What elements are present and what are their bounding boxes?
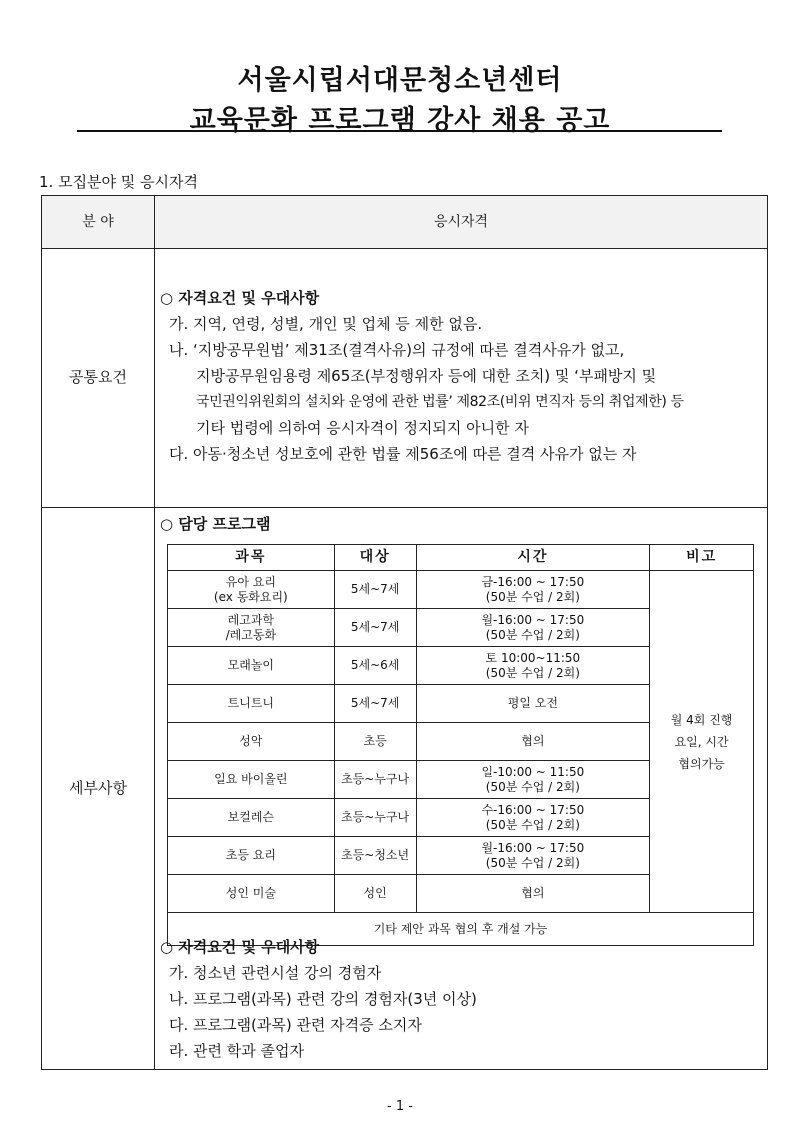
program-time-line: (50분 수업 / 2회) — [485, 589, 580, 604]
col-note: 비고 — [650, 545, 754, 571]
col-time: 시간 — [416, 545, 650, 571]
column-divider — [154, 196, 155, 1069]
details-qual-line: 나. 프로그램(과목) 관련 강의 경험자(3년 이상) — [169, 990, 477, 1008]
common-line: 지방공무원임용령 제65조(부정행위자 등에 대한 조치) 및 ‘부패방지 및 — [196, 367, 657, 385]
program-subject-line: (ex 동화요리) — [213, 589, 288, 604]
program-subject — [168, 761, 335, 799]
program-subject-line: 성악 — [239, 734, 263, 748]
program-note-line: 협의가능 — [678, 756, 725, 771]
program-subject — [168, 723, 335, 761]
row-label-details: 세부사항 — [69, 779, 127, 797]
program-target: 초등~누구나 — [334, 761, 416, 799]
program-time — [416, 723, 650, 761]
program-target: 초등~청소년 — [334, 837, 416, 875]
common-line: 가. 지역, 연령, 성별, 개인 및 업체 등 제한 없음. — [169, 315, 483, 333]
title-underline — [77, 130, 722, 132]
program-time-line: (50분 수업 / 2회) — [485, 665, 580, 680]
header-field: 분 야 — [42, 196, 154, 248]
program-time — [416, 647, 650, 685]
common-requirements — [160, 285, 684, 467]
program-time-line: 평일 오전 — [507, 696, 558, 710]
program-time-line: 토 10:00~11:50 — [485, 650, 581, 665]
recruitment-table — [41, 195, 768, 1070]
program-note — [650, 571, 754, 913]
title-line-1: 서울시립서대문청소년센터 — [237, 65, 563, 96]
program-subject — [168, 571, 335, 609]
program-subject-line: 보컬레슨 — [227, 810, 275, 824]
program-subject — [168, 647, 335, 685]
program-time — [416, 875, 650, 913]
program-target: 5세~7세 — [334, 571, 416, 609]
title-line-2: 교육문화 프로그램 강사 채용 공고 — [189, 105, 611, 136]
details-qualifications — [160, 934, 477, 1064]
col-subject: 과목 — [168, 545, 335, 571]
program-time-line: (50분 수업 / 2회) — [485, 627, 580, 642]
program-time-line: 협의 — [521, 734, 545, 748]
program-time-line: (50분 수업 / 2회) — [485, 779, 580, 794]
program-time — [416, 685, 650, 723]
program-time — [416, 837, 650, 875]
program-time — [416, 609, 650, 647]
program-time-line: (50분 수업 / 2회) — [485, 855, 580, 870]
program-target: 5세~7세 — [334, 685, 416, 723]
program-target: 5세~6세 — [334, 647, 416, 685]
program-subject-line: 유아 요리 — [225, 574, 276, 589]
program-note-line: 월 4회 진행 — [670, 712, 733, 727]
row-label-common: 공통요건 — [69, 368, 127, 386]
program-subject — [168, 609, 335, 647]
common-line: 기타 법령에 의하여 응시자격이 정지되지 아니한 자 — [196, 419, 529, 437]
program-subject-line: 트니트니 — [227, 696, 275, 710]
program-time-line: 월-16:00 ~ 17:50 — [481, 612, 585, 627]
row-divider — [42, 507, 767, 508]
program-time — [416, 571, 650, 609]
program-time-line: 일-10:00 ~ 11:50 — [481, 764, 585, 779]
program-time-line: 수-16:00 ~ 17:50 — [481, 802, 585, 817]
program-subject — [168, 685, 335, 723]
program-time — [416, 799, 650, 837]
program-footer-text: 기타 제안 과목 협의 후 개설 가능 — [168, 913, 754, 946]
program-subject — [168, 837, 335, 875]
program-note-line: 요일, 시간 — [674, 734, 729, 749]
program-time-line: (50분 수업 / 2회) — [485, 817, 580, 832]
program-time-line: 월-16:00 ~ 17:50 — [481, 840, 585, 855]
program-target: 초등 — [334, 723, 416, 761]
program-table — [167, 544, 754, 946]
program-heading — [160, 511, 270, 537]
program-subject-line: 성인 미술 — [225, 886, 276, 900]
program-subject — [168, 875, 335, 913]
page-number: - 1 - — [387, 1099, 413, 1114]
details-qual-heading: ○ 자격요건 및 우대사항 — [160, 938, 320, 956]
program-subject-line: 모래놀이 — [227, 658, 275, 672]
program-time-line: 협의 — [521, 886, 545, 900]
program-subject-line: 일요 바이올린 — [214, 772, 288, 786]
section-heading: 1. 모집분야 및 응시자격 — [39, 173, 199, 191]
common-line: 국민권익위원회의 설치와 운영에 관한 법률’ 제82조(비위 면직자 등의 취업제한) 등 — [196, 394, 684, 410]
program-target: 성인 — [334, 875, 416, 913]
row-divider — [42, 248, 767, 249]
program-subject-line: 초등 요리 — [225, 848, 276, 862]
common-line: 다. 아동·청소년 성보호에 관한 법률 제56조에 따른 결격 사유가 없는 자 — [169, 445, 637, 463]
details-qual-line: 다. 프로그램(과목) 관련 자격증 소지자 — [169, 1016, 422, 1034]
col-target: 대상 — [334, 545, 416, 571]
program-subject-line: /레고동화 — [225, 627, 277, 642]
details-qual-line: 가. 청소년 관련시설 강의 경험자 — [169, 964, 382, 982]
details-qual-line: 라. 관련 학과 졸업자 — [169, 1042, 304, 1060]
program-subject — [168, 799, 335, 837]
program-heading-text: ○ 담당 프로그램 — [160, 515, 271, 533]
program-target: 5세~7세 — [334, 609, 416, 647]
header-qualification: 응시자격 — [155, 196, 767, 248]
common-heading: ○ 자격요건 및 우대사항 — [160, 289, 320, 307]
program-subject-line: 레고과학 — [227, 612, 275, 627]
program-time-line: 금-16:00 ~ 17:50 — [481, 574, 585, 589]
common-line: 나. ‘지방공무원법’ 제31조(결격사유)의 규정에 따른 결격사유가 없고, — [169, 341, 625, 359]
program-time — [416, 761, 650, 799]
program-target: 초등~누구나 — [334, 799, 416, 837]
program-row — [168, 571, 754, 609]
